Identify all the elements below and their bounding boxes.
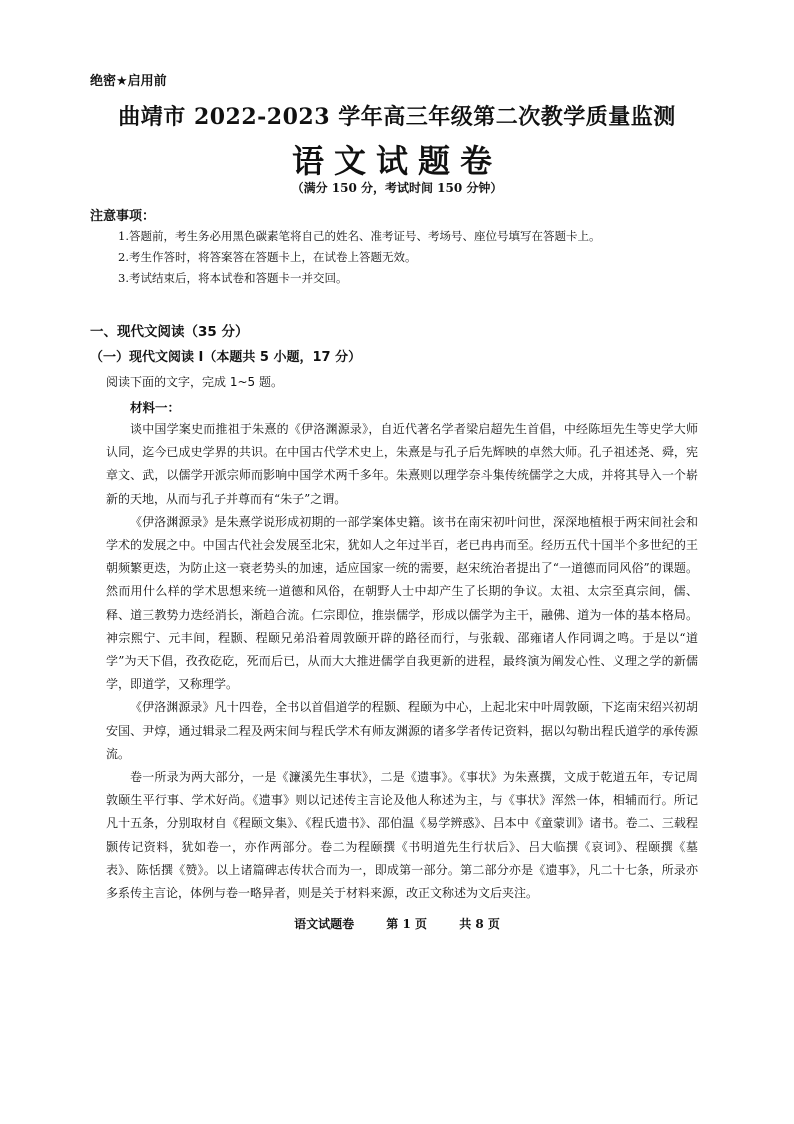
passage-body	[106, 418, 698, 905]
passage-paragraph: 《伊洛渊源录》凡十四卷，全书以首倡道学的程颢、程颐为中心，上起北宋中叶周敦颐，下迄南宋绍兴初胡安国、尹焞，通过辑录二程及两宋间与程氏学术有师友渊源的诸多学者传记资料，据以勾勒出程氏道学的承传源流。	[106, 700, 698, 761]
notice-heading: 注意事项：	[90, 209, 156, 224]
footer-subject: 语文试题卷	[294, 917, 355, 931]
passage-paragraph: 卷一所录为两大部分，一是《濂溪先生事状》，二是《遗事》。《事状》为朱熹撰，文成于乾道五年，专记周敦颐生平行事、学术好尚。《遗事》则以记述传主言论及他人称述为主，与《事状》浑然一体，相辅而行。所记凡十五条，分别取材自《程颐文集》、《程氏遗书》、邵伯温《易学辨惑》、吕本中《童蒙训》诸书。卷二、三载程颢传记资料，犹如卷一，亦作两部分。卷二为程颐撰《书明道先生行状后》、吕大临撰《哀词》、程颐撰《墓表》、陈恬撰《赞》。以上诸篇碑志传状合而为一，即成第一部分。第二部分亦是《遗事》，凡二十七条，所录亦多系传主言论，体例与卷一略异者，则是关于材料来源，改正文称述为文后夹注。	[106, 770, 698, 901]
secret-mark: 绝密★启用前	[90, 74, 167, 89]
reading-instruction: 阅读下面的文字，完成 1~5 题。	[106, 375, 283, 389]
footer-total-pages: 共 8 页	[459, 917, 500, 931]
page-footer	[0, 915, 794, 932]
passage-paragraph: 谈中国学案史而推祖于朱熹的《伊洛渊源录》，自近代著名学者梁启超先生首倡，中经陈垣先生等史学大师认同，迄今已成史学界的共识。在中国古代学术史上，朱熹是与孔子后先辉映的卓然大师。孔子祖述尧、舜，宪章文、武，以儒学开派宗师而影响中国学术两千多年。朱熹则以理学奈斗集传统儒学之大成，并将其导入一个崭新的天地，从而与孔子并尊而有“朱子”之谓。	[106, 422, 698, 506]
exam-title: 曲靖市 2022-2023 学年高三年级第二次教学质量监测	[118, 104, 676, 130]
material-label: 材料一：	[130, 400, 181, 415]
notice-list	[118, 226, 600, 289]
passage-paragraph: 《伊洛渊源录》是朱熹学说形成初期的一部学案体史籍。该书在南宋初叶问世，深深地植根于两宋间社会和学术的发展之中。中国古代社会发展至北宋，犹如人之年过半百，老已冉冉而至。经历五代十国半个多世纪的王朝频繁更迭，为防止这一衰老势头的加速，适应国家一统的需要，赵宋统治者提出了“一道德而同风俗”的课题。然而用什么样的学术思想来统一道德和风俗，在朝野人士中却产生了长期的争议。太祖、太宗至真宗间，儒、释、道三教势力迭经消长，渐趋合流。仁宗即位，推崇儒学，形成以儒学为主干，融佛、道为一体的基本格局。神宗熙宁、元丰间，程颢、程颐兄弟沿着周敦颐开辟的路径而行，与张载、邵雍诸人作同调之鸣。于是以“道学”为天下倡，孜孜矻矻，死而后已，从而大大推进儒学自我更新的进程，最终演为阐发心性、义理之学的新儒学，即道学，又称理学。	[106, 514, 698, 692]
notice-item: 1.答题前，考生务必用黑色碳素笔将自己的姓名、准考证号、考场号、座位号填写在答题卡上。	[118, 229, 601, 243]
section-heading: 一、现代文阅读（35 分）	[90, 324, 249, 340]
subject-title: 语文试题卷	[291, 142, 502, 180]
subsection-heading: （一）现代文阅读 I（本题共 5 小题，17 分）	[90, 350, 362, 365]
notice-item: 2.考生作答时，将答案答在答题卡上，在试卷上答题无效。	[118, 250, 417, 264]
footer-page-number: 第 1 页	[386, 917, 427, 931]
notice-item: 3.考试结束后，将本试卷和答题卡一并交回。	[118, 271, 348, 285]
score-note: （满分 150 分，考试时间 150 分钟）	[291, 181, 503, 195]
